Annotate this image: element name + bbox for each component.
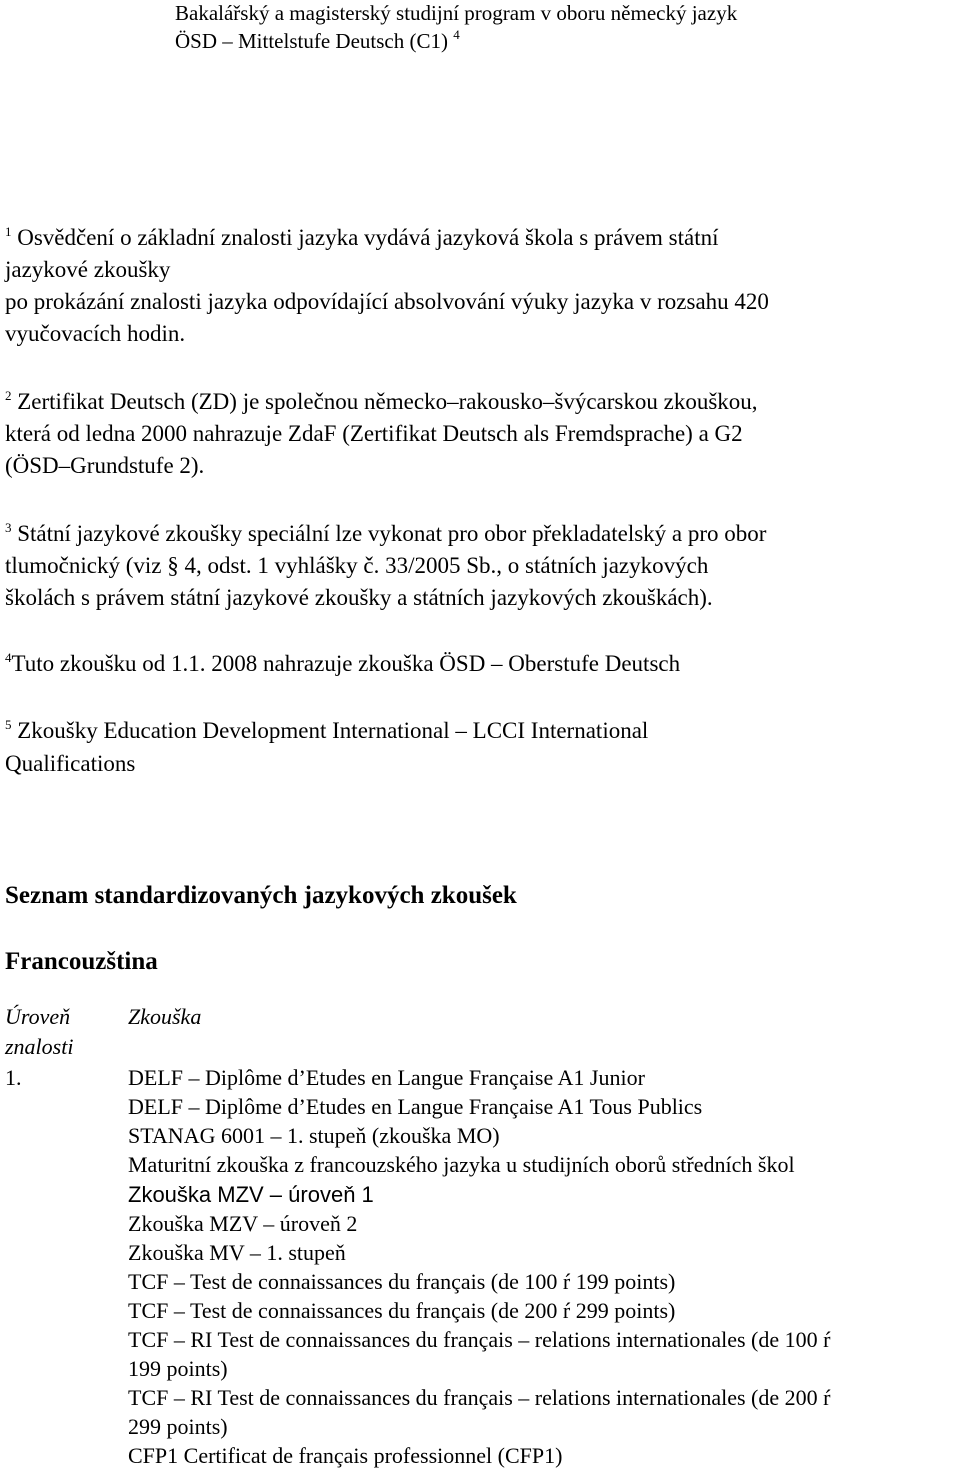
footnote-3-line-3: školách s právem státní jazykové zkoušky a státních jazykových zkouškách). — [5, 585, 713, 610]
footnote-3-number: 3 — [5, 520, 12, 535]
section-title: Seznam standardizovaných jazykových zkoušek — [5, 882, 517, 909]
exam-row: TCF – Test de connaissances du français (de 100 ŕ 199 points) — [128, 1269, 676, 1294]
exam-row: Zkouška MZV – úroveň 2 — [128, 1211, 358, 1236]
footnote-3-text-2b: 4, odst. 1 vyhlášky č. 33/2005 Sb. — [184, 553, 497, 578]
footnote-5-number: 5 — [5, 717, 12, 732]
exam-row: TCF – RI Test de connaissances du français – relations internationales (de 100 ŕ — [128, 1327, 831, 1352]
exam-row: Zkouška MV – 1. stupeň — [128, 1240, 346, 1265]
header-footnote-ref: 4 — [453, 27, 460, 42]
header-line-1: Bakalářský a magisterský studijní program v oboru německý jazyk — [175, 1, 738, 25]
footnote-3-line-2 — [5, 551, 708, 581]
exam-row: 299 points) — [128, 1414, 228, 1439]
footnote-5-line-2: Qualifications — [5, 751, 136, 776]
header-line-2 — [175, 26, 460, 56]
exam-row: TCF – RI Test de connaissances du français – relations internationales (de 200 ŕ — [128, 1385, 831, 1410]
footnote-2-text-1: Zertifikat Deutsch (ZD) je společnou německo–rakousko–švýcarskou zkouškou, — [17, 389, 758, 414]
level-number: 1. — [5, 1065, 22, 1090]
exam-row: 199 points) — [128, 1356, 228, 1381]
exam-row: DELF – Diplôme d’Etudes en Langue Française A1 Tous Publics — [128, 1094, 703, 1119]
footnote-2-line-2: která od ledna 2000 nahrazuje ZdaF (Zertifikat Deutsch als Fremdsprache) a G2 — [5, 421, 743, 446]
footnote-2-number: 2 — [5, 388, 12, 403]
footnote-3-text-2c: , o státních jazykových — [496, 553, 709, 578]
footnote-5-text-1: Zkoušky Education Development International – LCCI International — [17, 718, 649, 743]
exam-row: DELF – Diplôme d’Etudes en Langue Française A1 Junior — [128, 1065, 645, 1090]
footnote-2-line-1 — [5, 387, 758, 417]
header-line-2-text: ÖSD – Mittelstufe Deutsch (C1) — [175, 29, 448, 53]
column-header-level-2: znalosti — [5, 1034, 74, 1059]
footnote-1-line-1 — [5, 223, 719, 253]
footnote-1-text-1: Osvědčení o základní znalosti jazyka vydává jazyková škola s právem státní — [17, 225, 719, 250]
footnote-3-text-2a: tlumočnický (viz — [5, 553, 162, 578]
exam-row: STANAG 6001 – 1. stupeň (zkouška MO) — [128, 1123, 500, 1148]
footnote-4 — [5, 649, 680, 679]
footnote-4-text: Tuto zkoušku od 1.1. 2008 nahrazuje zkouška ÖSD – Oberstufe Deutsch — [11, 651, 681, 676]
exam-row: Maturitní zkouška z francouzského jazyka u studijních oborů středních škol — [128, 1152, 795, 1177]
footnote-4-number: 4 — [5, 650, 12, 665]
footnote-3-line-1 — [5, 519, 766, 549]
footnote-2-line-3: (ÖSD–Grundstufe 2). — [5, 453, 205, 478]
footnote-1-line-2: jazykové zkoušky — [5, 257, 171, 282]
column-header-exam: Zkouška — [128, 1004, 202, 1029]
exam-row: TCF – Test de connaissances du français (de 200 ŕ 299 points) — [128, 1298, 676, 1323]
language-heading: Francouzština — [5, 948, 158, 975]
exam-row: Zkouška MZV – úroveň 1 — [128, 1182, 374, 1207]
footnote-1-line-4: vyučovacích hodin. — [5, 321, 186, 346]
column-header-level-1: Úroveň — [5, 1004, 71, 1029]
footnote-1-number: 1 — [5, 224, 12, 239]
section-sign: § — [167, 553, 179, 578]
footnote-1-line-3: po prokázání znalosti jazyka odpovídající absolvování výuky jazyka v rozsahu 420 — [5, 289, 769, 314]
exam-row: CFP1 Certificat de français professionnel (CFP1) — [128, 1443, 563, 1468]
footnote-3-text-1: Státní jazykové zkoušky speciální lze vykonat pro obor překladatelský a pro obor — [17, 521, 767, 546]
footnote-5-line-1 — [5, 716, 648, 746]
